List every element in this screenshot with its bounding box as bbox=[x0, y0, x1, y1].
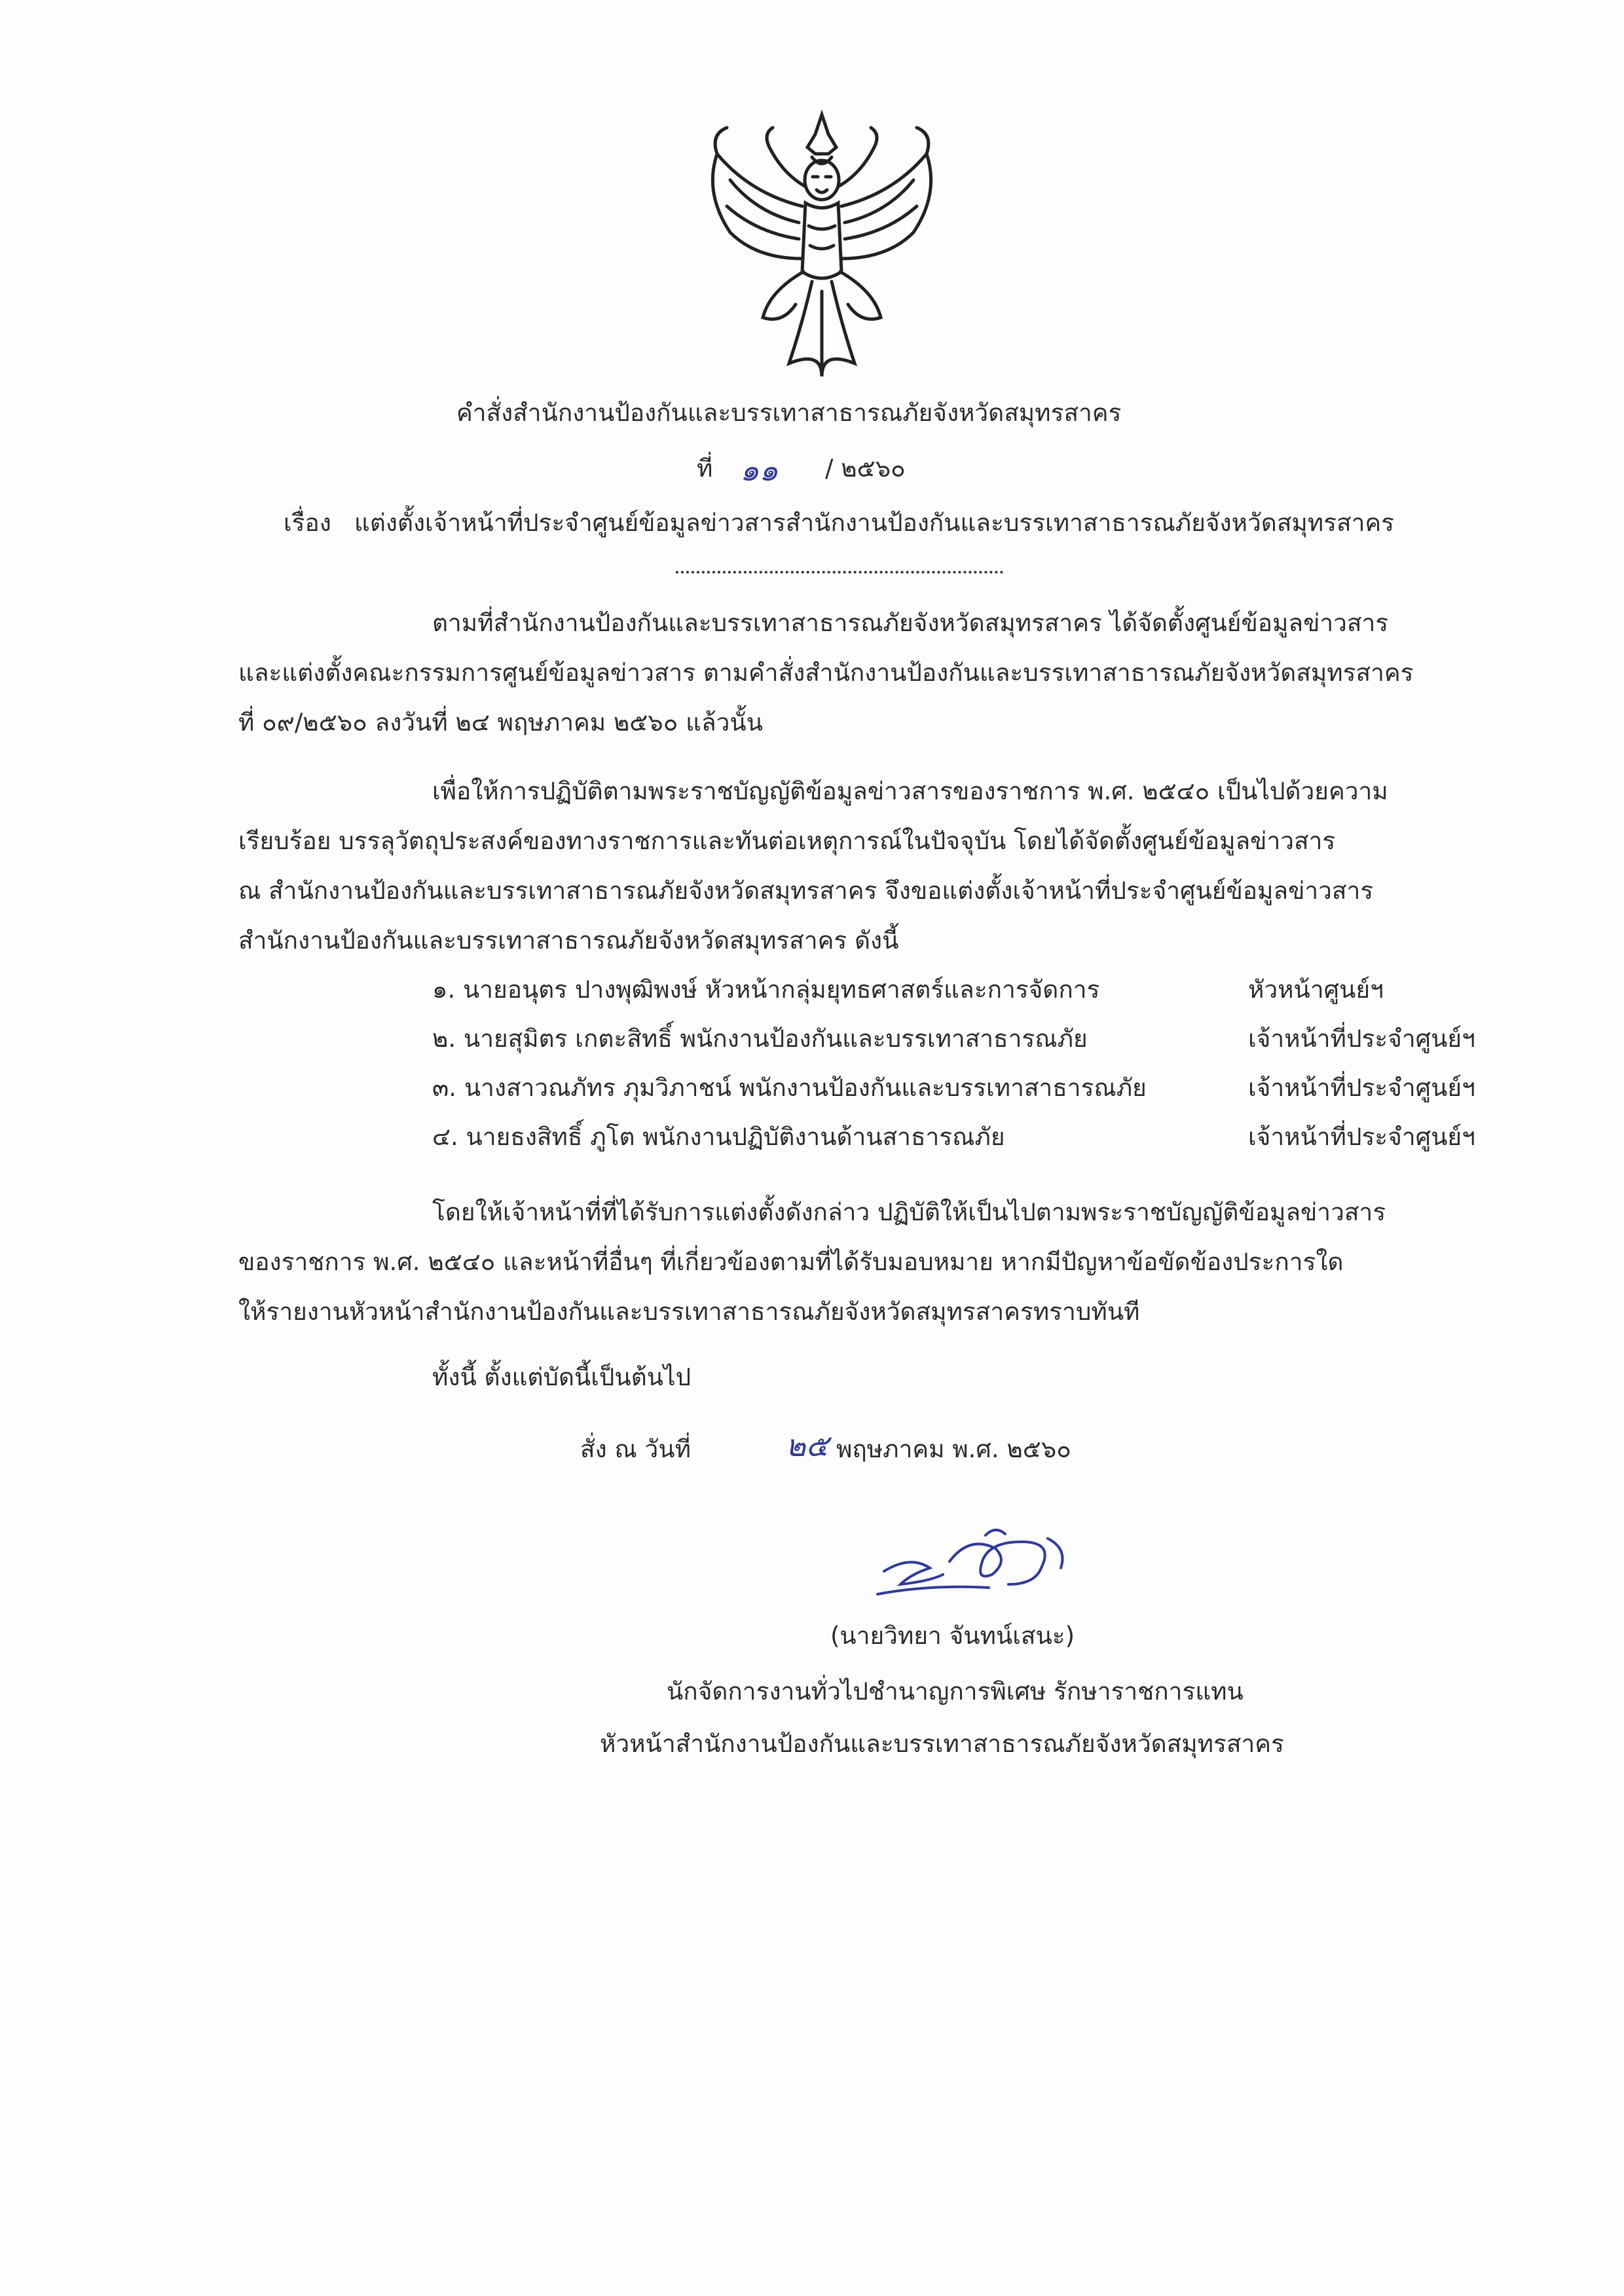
paragraph-2-line: เรียบร้อย บรรลุวัตถุประสงค์ของทางราชการและทันต่อเหตุการณ์ในปัจจุบัน โดยได้จัดตั้งศูนย์ข้อมูลข่าวสาร bbox=[238, 827, 1336, 855]
staff-name: ๓. นางสาวณภัทร ภุมวิภาชน์ พนักงานป้องกันและบรรเทาสาธารณภัย bbox=[432, 1074, 1147, 1102]
staff-role: เจ้าหน้าที่ประจำศูนย์ฯ bbox=[1248, 1074, 1475, 1102]
staff-name: ๑. นายอนุตร ปางพุฒิพงษ์ หัวหน้ากลุ่มยุทธศาสตร์และการจัดการ bbox=[432, 975, 1100, 1004]
subject-text: แต่งตั้งเจ้าหน้าที่ประจำศูนย์ข้อมูลข่าวสารสำนักงานป้องกันและบรรเทาสาธารณภัยจังหวัดสมุทรสาคร bbox=[354, 509, 1395, 537]
date-day: ๒๕ bbox=[786, 1428, 829, 1463]
paragraph-4: ทั้งนี้ ตั้งแต่บัดนี้เป็นต้นไป bbox=[432, 1363, 692, 1391]
paragraph-1-line: ตามที่สำนักงานป้องกันและบรรเทาสาธารณภัยจังหวัดสมุทรสาคร ได้จัดตั้งศูนย์ข้อมูลข่าวสาร bbox=[432, 609, 1389, 637]
signer-position: นักจัดการงานทั่วไปชำนาญการพิเศษ รักษาราชการแทน bbox=[667, 1677, 1244, 1705]
staff-name: ๔. นายธงสิทธิ์ ภูโต พนักงานปฏิบัติงานด้านสาธารณภัย bbox=[432, 1123, 1005, 1151]
staff-role: เจ้าหน้าที่ประจำศูนย์ฯ bbox=[1248, 1025, 1475, 1053]
signer-position: หัวหน้าสำนักงานป้องกันและบรรเทาสาธารณภัยจังหวัดสมุทรสาคร bbox=[600, 1730, 1284, 1758]
paragraph-3-line: ของราชการ พ.ศ. ๒๕๔๐ และหน้าที่อื่นๆ ที่เกี่ยวข้องตามที่ได้รับมอบหมาย หากมีปัญหาข้อขัดข้องประการใด bbox=[238, 1248, 1344, 1276]
paragraph-2-line: สำนักงานป้องกันและบรรเทาสาธารณภัยจังหวัดสมุทรสาคร ดังนี้ bbox=[238, 926, 899, 955]
paragraph-2-line: เพื่อให้การปฏิบัติตามพระราชบัญญัติข้อมูลข่าวสารของราชการ พ.ศ. ๒๕๔๐ เป็นไปด้วยความ bbox=[432, 777, 1388, 805]
paragraph-1-line: ที่ ๐๙/๒๕๖๐ ลงวันที่ ๒๔ พฤษภาคม ๒๕๖๐ แล้วนั้น bbox=[238, 708, 763, 737]
paragraph-1-line: และแต่งตั้งคณะกรรมการศูนย์ข้อมูลข่าวสาร ตามคำสั่งสำนักงานป้องกันและบรรเทาสาธารณภัยจังหวัดสมุทรสาคร bbox=[238, 659, 1414, 687]
order-number-year: / ๒๕๖๐ bbox=[825, 454, 906, 483]
signer-name: (นายวิทยา จันทน์เสนะ) bbox=[830, 1622, 1075, 1650]
garuda-emblem bbox=[691, 108, 953, 383]
paragraph-3-line: โดยให้เจ้าหน้าที่ที่ได้รับการแต่งตั้งดังกล่าว ปฏิบัติให้เป็นไปตามพระราชบัญญัติข้อมูลข่าวสาร bbox=[432, 1198, 1386, 1226]
order-number-label: ที่ bbox=[697, 454, 713, 483]
order-title: คำสั่งสำนักงานป้องกันและบรรเทาสาธารณภัยจังหวัดสมุทรสาคร bbox=[456, 399, 1122, 427]
separator-dots bbox=[676, 571, 1003, 574]
staff-role: หัวหน้าศูนย์ฯ bbox=[1248, 975, 1384, 1004]
staff-name: ๒. นายสุมิตร เกตะสิทธิ์ พนักงานป้องกันและบรรเทาสาธารณภัย bbox=[432, 1025, 1088, 1053]
paragraph-2-line: ณ สำนักงานป้องกันและบรรเทาสาธารณภัยจังหวัดสมุทรสาคร จึงขอแต่งตั้งเจ้าหน้าที่ประจำศูนย์ข้อมูลข่าวสาร bbox=[238, 877, 1374, 905]
order-number-value: ๑๑ bbox=[740, 452, 779, 488]
paragraph-3-line: ให้รายงานหัวหน้าสำนักงานป้องกันและบรรเทาสาธารณภัยจังหวัดสมุทรสาครทราบทันที bbox=[238, 1298, 1140, 1326]
subject-label: เรื่อง bbox=[284, 509, 331, 537]
handwritten-signature bbox=[871, 1522, 1107, 1614]
date-prefix: สั่ง ณ วันที่ bbox=[580, 1435, 691, 1463]
date-suffix: พฤษภาคม พ.ศ. ๒๕๖๐ bbox=[836, 1435, 1071, 1463]
staff-role: เจ้าหน้าที่ประจำศูนย์ฯ bbox=[1248, 1123, 1475, 1151]
